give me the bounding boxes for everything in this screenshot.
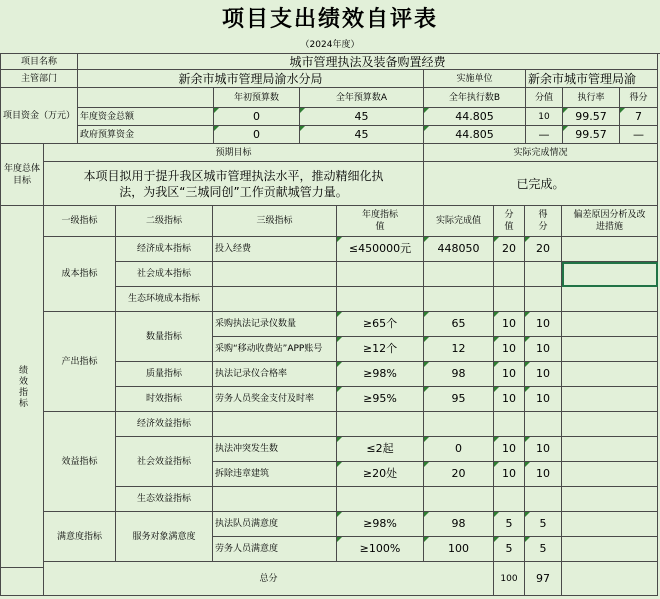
actual-empty[interactable] — [424, 412, 494, 437]
l2-social-benefit: 社会效益指标 — [116, 437, 213, 487]
l2-timeliness: 时效指标 — [116, 387, 213, 412]
perf-header-deviation: 偏差原因分析及改进措施 — [562, 206, 658, 237]
actual-value[interactable]: 0 — [424, 437, 494, 462]
l3-indicator: 拆除违章建筑 — [213, 462, 337, 487]
target-value[interactable]: ≥98% — [337, 362, 424, 387]
goals-expected-text[interactable]: 本项目拟用于提升我区城市管理执法水平，推动精细化执法，为我区“三城同创”工作贡献城管力量。 — [44, 162, 424, 206]
total-deviation[interactable] — [562, 562, 658, 596]
score[interactable]: 10 — [525, 362, 562, 387]
funds-total-score[interactable]: 7 — [620, 108, 658, 126]
perf-header-score: 得分 — [525, 206, 562, 237]
funds-header-exec-rate: 执行率 — [563, 88, 620, 108]
actual-value[interactable]: 65 — [424, 312, 494, 337]
l2-social-cost: 社会成本指标 — [116, 262, 213, 287]
l3-indicator: 执法队员满意度 — [213, 512, 337, 537]
l3-empty[interactable] — [213, 412, 337, 437]
score[interactable]: 10 — [525, 437, 562, 462]
l3-empty[interactable] — [213, 487, 337, 512]
deviation-cell[interactable] — [562, 387, 658, 412]
total-score-value[interactable]: 100 — [494, 562, 525, 596]
funds-header-annual-a: 全年预算数A — [300, 88, 424, 108]
funds-total-annual[interactable]: 45 — [300, 108, 424, 126]
l3-indicator: 执法记录仪合格率 — [213, 362, 337, 387]
score-empty[interactable] — [525, 412, 562, 437]
funds-header-score: 得分 — [620, 88, 658, 108]
l2-eco-cost: 生态环境成本指标 — [116, 287, 213, 312]
target-value[interactable]: ≤450000元 — [337, 237, 424, 262]
dept-label: 主管部门 — [1, 70, 78, 88]
actual-empty[interactable] — [424, 287, 494, 312]
project-name: 城市管理执法及装备购置经费 — [78, 54, 658, 70]
actual-value[interactable]: 98 — [424, 512, 494, 537]
goals-expected-header: 预期目标 — [44, 144, 424, 162]
actual-value[interactable]: 20 — [424, 462, 494, 487]
l3-empty[interactable] — [213, 262, 337, 287]
target-value[interactable]: ≥65个 — [337, 312, 424, 337]
score-empty[interactable] — [525, 262, 562, 287]
perf-header-actual: 实际完成值 — [424, 206, 494, 237]
target-value[interactable]: ≥98% — [337, 512, 424, 537]
deviation-cell[interactable] — [562, 487, 658, 512]
perf-side-label: 绩效指标 — [1, 206, 44, 568]
l1-satisfaction: 满意度指标 — [44, 512, 116, 562]
bottom-left-cell — [1, 568, 44, 596]
score[interactable]: 10 — [525, 462, 562, 487]
goals-actual-header: 实际完成情况 — [424, 144, 658, 162]
goals-label: 年度总体目标 — [1, 144, 44, 206]
deviation-cell-selected[interactable] — [562, 262, 658, 287]
l2-service-satisfaction: 服务对象满意度 — [116, 512, 213, 562]
deviation-cell[interactable] — [562, 537, 658, 562]
score-value[interactable]: 10 — [494, 362, 525, 387]
perf-header-l3: 三级指标 — [213, 206, 337, 237]
score-value-empty[interactable] — [494, 412, 525, 437]
target-empty[interactable] — [337, 487, 424, 512]
deviation-cell[interactable] — [562, 512, 658, 537]
perf-header-l1: 一级指标 — [44, 206, 116, 237]
project-name-label: 项目名称 — [1, 54, 78, 70]
actual-value[interactable]: 12 — [424, 337, 494, 362]
target-empty[interactable] — [337, 412, 424, 437]
funds-total-exec[interactable]: 44.805 — [424, 108, 526, 126]
goals-actual-text[interactable]: 已完成。 — [424, 162, 658, 206]
score-value[interactable]: 10 — [494, 387, 525, 412]
funds-gov-annual[interactable]: 45 — [300, 126, 424, 144]
target-empty[interactable] — [337, 287, 424, 312]
score-value[interactable]: 5 — [494, 512, 525, 537]
l2-economic-cost: 经济成本指标 — [116, 237, 213, 262]
funds-header-initial: 年初预算数 — [214, 88, 300, 108]
l3-indicator: 投入经费 — [213, 237, 337, 262]
l3-empty[interactable] — [213, 287, 337, 312]
score-value[interactable]: 10 — [494, 312, 525, 337]
score-value-empty[interactable] — [494, 287, 525, 312]
perf-header-target: 年度指标值 — [337, 206, 424, 237]
funds-gov-exec[interactable]: 44.805 — [424, 126, 526, 144]
score[interactable]: 5 — [525, 537, 562, 562]
l2-quality: 质量指标 — [116, 362, 213, 387]
deviation-cell[interactable] — [562, 312, 658, 337]
l3-indicator: 采购执法记录仪数量 — [213, 312, 337, 337]
funds-total-initial[interactable]: 0 — [214, 108, 300, 126]
deviation-cell[interactable] — [562, 362, 658, 387]
total-label: 总分 — [44, 562, 494, 596]
funds-gov-score[interactable]: — — [620, 126, 658, 144]
deviation-cell[interactable] — [562, 237, 658, 262]
funds-header-score-value: 分值 — [526, 88, 563, 108]
target-value[interactable]: ≥20处 — [337, 462, 424, 487]
funds-total-score-value[interactable]: 10 — [526, 108, 563, 126]
l2-eco-benefit: 生态效益指标 — [116, 487, 213, 512]
form-title: 项目支出绩效自评表 — [221, 6, 438, 32]
score[interactable]: 10 — [525, 337, 562, 362]
funds-gov-exec-rate[interactable]: 99.57 — [563, 126, 620, 144]
dept-value: 新余市城市管理局渝水分局 — [78, 70, 424, 88]
deviation-cell[interactable] — [562, 437, 658, 462]
actual-empty[interactable] — [424, 262, 494, 287]
target-empty[interactable] — [337, 262, 424, 287]
score-value[interactable]: 10 — [494, 462, 525, 487]
deviation-cell[interactable] — [562, 337, 658, 362]
deviation-cell[interactable] — [562, 462, 658, 487]
impl-label: 实施单位 — [424, 70, 526, 88]
l3-indicator: 执法冲突发生数 — [213, 437, 337, 462]
funds-gov-initial[interactable]: 0 — [214, 126, 300, 144]
l3-indicator: 采购“移动收费站”APP账号 — [213, 337, 337, 362]
l1-cost: 成本指标 — [44, 237, 116, 312]
form-year: （2024年度） — [300, 40, 360, 50]
score-value[interactable]: 5 — [494, 537, 525, 562]
target-value[interactable]: ≥95% — [337, 387, 424, 412]
funds-total-exec-rate[interactable]: 99.57 — [563, 108, 620, 126]
actual-value[interactable]: 98 — [424, 362, 494, 387]
l3-indicator: 劳务人员奖金支付及时率 — [213, 387, 337, 412]
funds-label: 项目资金（万元） — [1, 88, 78, 144]
deviation-cell[interactable] — [562, 287, 658, 312]
l2-economic-benefit: 经济效益指标 — [116, 412, 213, 437]
actual-value[interactable]: 100 — [424, 537, 494, 562]
l1-output: 产出指标 — [44, 312, 116, 412]
l2-quantity: 数量指标 — [116, 312, 213, 362]
total-score[interactable]: 97 — [525, 562, 562, 596]
impl-value: 新余市城市管理局渝 — [526, 70, 658, 88]
target-value[interactable]: ≤2起 — [337, 437, 424, 462]
score-empty[interactable] — [525, 287, 562, 312]
funds-row-total-label: 年度资金总额 — [78, 108, 214, 126]
score[interactable]: 10 — [525, 387, 562, 412]
l1-benefit: 效益指标 — [44, 412, 116, 512]
score[interactable]: 20 — [525, 237, 562, 262]
score-empty[interactable] — [525, 487, 562, 512]
perf-header-score-value: 分值 — [494, 206, 525, 237]
score-value[interactable]: 10 — [494, 337, 525, 362]
score-value-empty[interactable] — [494, 487, 525, 512]
funds-header-exec-b: 全年执行数B — [424, 88, 526, 108]
l3-indicator: 劳务人员满意度 — [213, 537, 337, 562]
score-value[interactable]: 10 — [494, 437, 525, 462]
funds-header-blank — [78, 88, 214, 108]
score[interactable]: 10 — [525, 312, 562, 337]
target-value[interactable]: ≥100% — [337, 537, 424, 562]
target-value[interactable]: ≥12个 — [337, 337, 424, 362]
score-value[interactable]: 20 — [494, 237, 525, 262]
actual-value[interactable]: 95 — [424, 387, 494, 412]
deviation-cell[interactable] — [562, 412, 658, 437]
funds-row-gov-label: 政府预算资金 — [78, 126, 214, 144]
perf-header-l2: 二级指标 — [116, 206, 213, 237]
score[interactable]: 5 — [525, 512, 562, 537]
actual-empty[interactable] — [424, 487, 494, 512]
actual-value[interactable]: 448050 — [424, 237, 494, 262]
score-value-empty[interactable] — [494, 262, 525, 287]
funds-gov-score-value[interactable]: — — [526, 126, 563, 144]
